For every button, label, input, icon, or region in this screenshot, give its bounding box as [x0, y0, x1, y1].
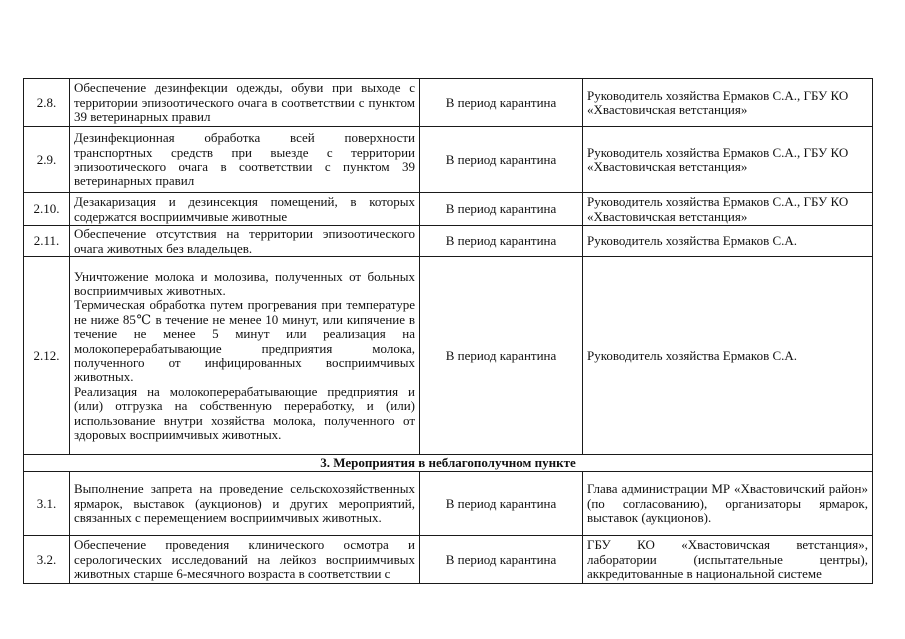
table-row — [24, 79, 873, 127]
term-cell: В период карантина — [420, 536, 583, 584]
row-number: 2.11. — [24, 226, 70, 257]
row-number: 3.1. — [24, 472, 70, 536]
responsible-cell: ГБУ КО «Хвастовичская ветстанция», лаборатории (испытательные центры), аккредитованные в национальной системе — [583, 536, 873, 584]
row-number: 2.8. — [24, 79, 70, 127]
action-cell: Обеспечение проведения клинического осмотра и серологических исследований на лейкоз восприимчивых животных старше 6-месячного возраста в соответствии с — [70, 536, 420, 584]
section-heading: 3. Мероприятия в неблагополучном пункте — [24, 455, 873, 472]
responsible-cell: Руководитель хозяйства Ермаков С.А. — [583, 257, 873, 455]
term-cell: В период карантина — [420, 127, 583, 193]
action-paragraph: Реализация на молокоперерабатывающие предприятия и (или) отгрузка на собственную переработку, и (или) использование внутри хозяйства молока, полученного от здоровых восприимчивых животных. — [74, 383, 415, 443]
term-cell: В период карантина — [420, 193, 583, 226]
responsible-cell: Руководитель хозяйства Ермаков С.А., ГБУ КО «Хвастовичская ветстанция» — [583, 79, 873, 127]
action-cell: Дезинфекционная обработка всей поверхности транспортных средств при выезде с территории эпизоотического очага в соответствии с пунктом 39 ветеринарных правил — [70, 127, 420, 193]
responsible-cell: Руководитель хозяйства Ермаков С.А., ГБУ КО «Хвастовичская ветстанция» — [583, 127, 873, 193]
table-row — [24, 536, 873, 584]
table-row — [24, 257, 873, 455]
responsible-cell: Глава администрации МР «Хвастовичский район» (по согласованию), организаторы ярмарок, выставок (аукционов). — [583, 472, 873, 536]
action-cell — [70, 257, 420, 455]
term-cell: В период карантина — [420, 79, 583, 127]
action-cell: Выполнение запрета на проведение сельскохозяйственных ярмарок, выставок (аукционов) и других мероприятий, связанных с перемещением восприимчивых животных. — [70, 472, 420, 536]
action-cell: Обеспечение отсутствия на территории эпизоотического очага животных без владельцев. — [70, 226, 420, 257]
action-cell: Обеспечение дезинфекции одежды, обуви при выходе с территории эпизоотического очага в соответствии с пунктом 39 ветеринарных правил — [70, 79, 420, 127]
responsible-cell: Руководитель хозяйства Ермаков С.А. — [583, 226, 873, 257]
action-cell: Дезакаризация и дезинсекция помещений, в которых содержатся восприимчивые животные — [70, 193, 420, 226]
table-row — [24, 127, 873, 193]
term-cell: В период карантина — [420, 257, 583, 455]
table-row — [24, 193, 873, 226]
row-number: 2.9. — [24, 127, 70, 193]
measures-table — [23, 78, 873, 584]
row-number: 2.10. — [24, 193, 70, 226]
action-paragraph: Уничтожение молока и молозива, полученных от больных восприимчивых животных. — [74, 268, 415, 298]
table-row — [24, 472, 873, 536]
table-row — [24, 226, 873, 257]
action-paragraph: Термическая обработка путем прогревания при температуре не ниже 85℃ в течение не менее 10 минут, или кипячение в течение не менее 5 минут или реализация на молокоперерабатывающие предприятия молока, полученного от инфицированных восприимчивых животных. — [74, 297, 415, 385]
responsible-cell: Руководитель хозяйства Ермаков С.А., ГБУ КО «Хвастовичская ветстанция» — [583, 193, 873, 226]
term-cell: В период карантина — [420, 226, 583, 257]
row-number: 3.2. — [24, 536, 70, 584]
row-number: 2.12. — [24, 257, 70, 455]
term-cell: В период карантина — [420, 472, 583, 536]
section-row — [24, 455, 873, 472]
